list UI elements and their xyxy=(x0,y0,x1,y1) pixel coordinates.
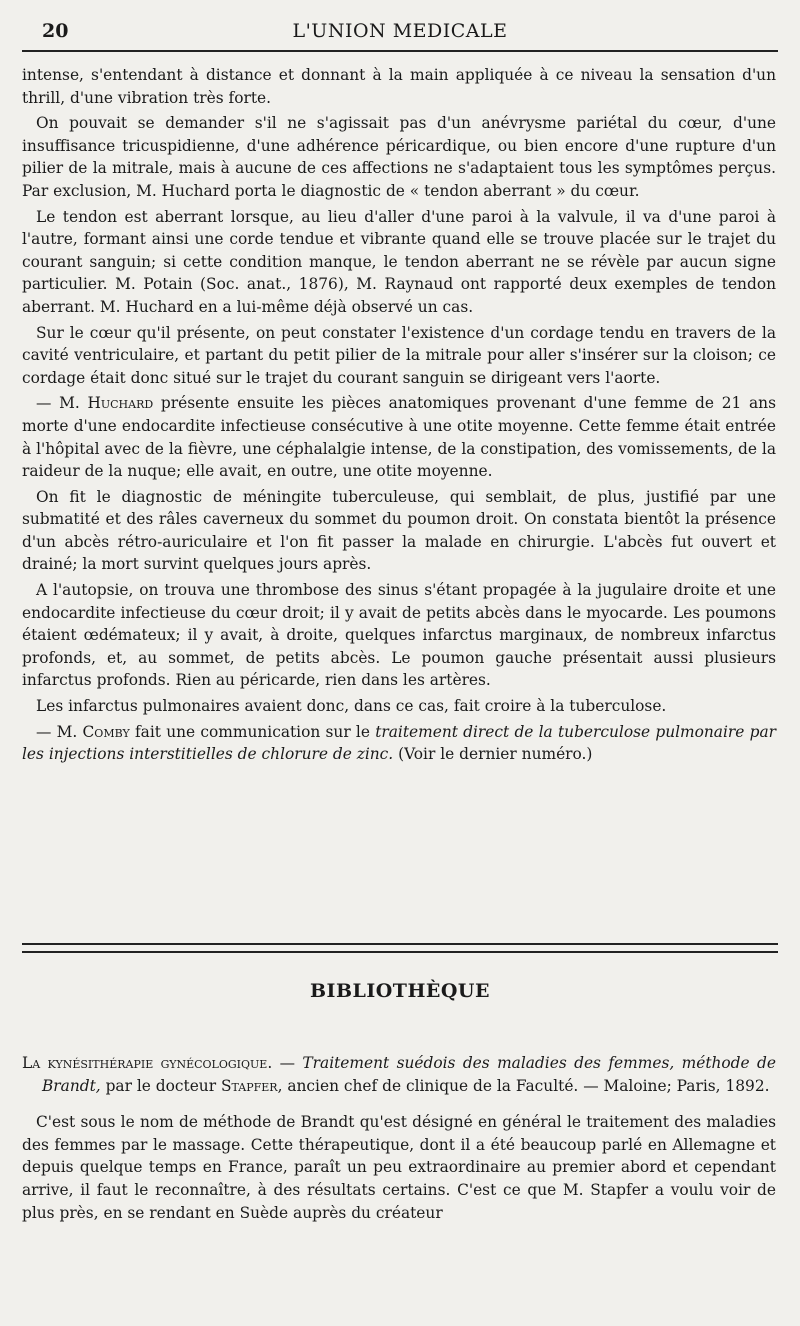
dash: — M. xyxy=(36,722,83,741)
book-title: La kynésithérapie gynécologique. xyxy=(22,1054,273,1072)
paragraph xyxy=(22,392,776,482)
paragraph: Sur le cœur qu'il présente, on peut constater l'existence d'un cordage tendu en travers de la cavité ventriculaire, et partant du petit pilier de la mitrale pour aller s'insérer sur la cloison; ce cordage était donc situé sur le trajet du courant sanguin se dirigeant vers l'aorte. xyxy=(22,323,776,387)
speaker-name: Huchard xyxy=(87,394,154,413)
paragraph-text: fait une communication sur le xyxy=(129,722,376,741)
section-divider xyxy=(22,943,778,953)
paragraph: C'est sous le nom de méthode de Brandt qu'est désigné en général le traitement des maladies des femmes par le massage. Cette thérapeutique, dont il a été beaucoup parlé en Allemagne et depuis quelque temps en France, paraît un peu extraordinaire au premier abord et cependant arrive, il faut le reconnaître, à des résultats certains. C'est ce que M. Stapfer a voulu voir de plus près, en se rendant en Suède auprès du créateur xyxy=(22,1113,776,1222)
reference-text: par le docteur xyxy=(100,1076,221,1095)
dash: — M. xyxy=(36,394,88,413)
separator: — xyxy=(272,1054,303,1072)
book-reference xyxy=(22,1052,776,1097)
paragraph-text: présente ensuite les pièces anatomiques provenant d'une femme de 21 ans morte d'une endocardite infectieuse consécutive à une otite moyenne. Cette femme était entrée à l'hôpital avec de la fièvre, une céphalalgie intense, de la constipation, des vomissements, de la raideur de la nuque; elle avait, en outre, une otite moyenne. xyxy=(22,394,776,481)
paragraph: On fit le diagnostic de méningite tuberculeuse, qui semblait, de plus, justifié par une submatité et des râles caverneux du sommet du poumon droit. On constata bientôt la présence d'un abcès rétro-auriculaire et l'on fit passer la malade en chirurgie. L'abcès fut ouvert et drainé; la mort survint quelques jours après. xyxy=(22,487,776,574)
page-header xyxy=(22,0,778,46)
paragraph: A l'autopsie, on trouva une thrombose des sinus s'étant propagée à la jugulaire droite et une endocardite infectieuse du cœur droit; il y avait de petits abcès dans le myocarde. Les poumons étaient œdémateux; il y avait, à droite, quelques infarctus marginaux, de nombreux infarctus profonds, et, au sommet, de petits abcès. Le poumon gauche présentait aussi plusieurs infarctus profonds. Rien au péricarde, rien dans les artères. xyxy=(22,581,776,690)
paragraph: Les infarctus pulmonaires avaient donc, dans ce cas, fait croire à la tuberculose. xyxy=(36,697,667,716)
paragraph: intense, s'entendant à distance et donnant à la main appliquée à ce niveau la sensation d'un thrill, d'une vibration très forte. xyxy=(22,66,776,107)
section-title: BIBLIOTHÈQUE xyxy=(310,980,490,1002)
paragraph: On pouvait se demander s'il ne s'agissait pas d'un anévrysme pariétal du cœur, d'une insuffisance tricuspidienne, d'une adhérence péricardique, ou bien encore d'une rupture d'un pilier de la mitrale, mais à aucune de ces affections ne s'adaptaient tous les symptômes perçus. Par exclusion, M. Huchard porta le diagnostic de « tendon aberrant » du cœur. xyxy=(22,114,776,200)
header-rule xyxy=(22,50,778,52)
communication-title: traitement direct de la tuberculose pulmonaire par les injections interstitielles de chlorure de zinc. xyxy=(22,722,776,764)
paragraph xyxy=(22,721,776,766)
speaker-name: Comby xyxy=(82,722,130,741)
paragraph: Le tendon est aberrant lorsque, au lieu d'aller d'une paroi à la valvule, il va d'une paroi à l'autre, formant ainsi une corde tendue et vibrante quand elle se trouve placée sur le trajet du courant sanguin; si cette condition manque, le tendon aberrant ne se révèle par aucun signe particulier. M. Potain (Soc. anat., 1876), M. Raynaud ont rapporté deux exemples de tendon aberrant. M. Huchard en a lui-même déjà observé un cas. xyxy=(22,207,776,316)
bibliography-section xyxy=(22,1052,776,1224)
book-subtitle: Traitement suédois des maladies des femmes, méthode de Brandt, xyxy=(42,1054,776,1095)
page-number: 20 xyxy=(42,20,69,42)
book-author: Stapfer xyxy=(220,1076,278,1095)
paragraph-text: (Voir le dernier numéro.) xyxy=(393,745,593,764)
running-title: L'UNION MEDICALE xyxy=(292,20,508,42)
article-body xyxy=(22,64,776,769)
reference-text: , ancien chef de clinique de la Faculté. — Maloine; Paris, 1892. xyxy=(277,1076,770,1095)
